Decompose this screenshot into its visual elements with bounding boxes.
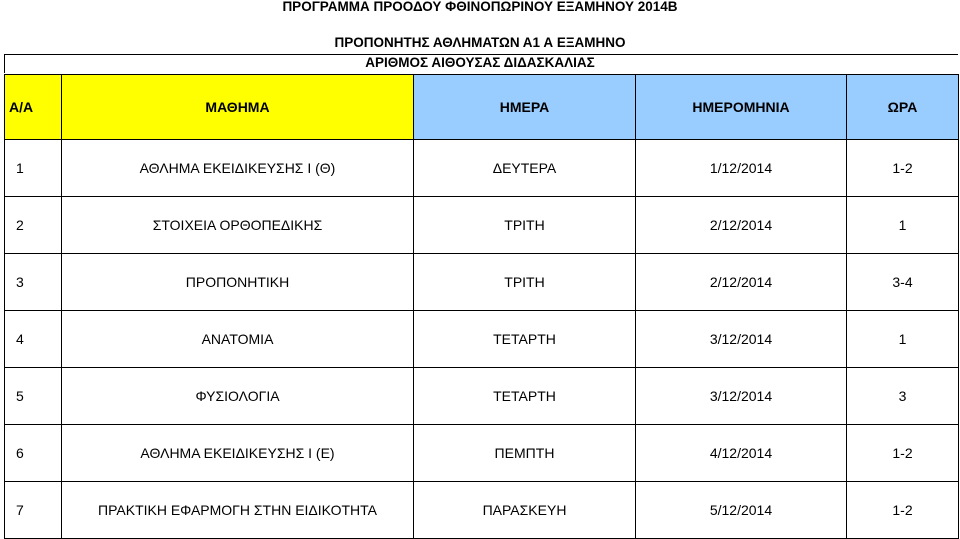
cell-date: 5/12/2014 bbox=[636, 482, 847, 539]
column-header-subject: ΜΑΘΗΜΑ bbox=[62, 75, 414, 140]
cell-aa: 3 bbox=[5, 254, 62, 311]
cell-date: 2/12/2014 bbox=[636, 254, 847, 311]
exam-schedule-table bbox=[4, 74, 959, 539]
column-header-aa: Α/Α bbox=[5, 75, 62, 140]
program-subtitle: ΠΡΟΠΟΝΗΤΗΣ ΑΘΛΗΜΑΤΩΝ Α1 Α ΕΞΑΜΗΝΟ bbox=[334, 35, 626, 50]
table-row bbox=[5, 368, 959, 425]
cell-day: ΠΕΜΠΤΗ bbox=[414, 425, 636, 482]
page-title: ΠΡΟΓΡΑΜΜΑ ΠΡΟΟΔΟΥ ΦΘΙΝΟΠΩΡΙΝΟΥ ΕΞΑΜΗΝΟΥ 2014Β bbox=[282, 0, 678, 14]
room-label: ΑΡΙΘΜΟΣ ΑΙΘΟΥΣΑΣ ΔΙΔΑΣΚΑΛΙΑΣ bbox=[365, 55, 595, 70]
cell-time: 1 bbox=[847, 311, 959, 368]
cell-aa: 7 bbox=[5, 482, 62, 539]
cell-day: ΤΡΙΤΗ bbox=[414, 197, 636, 254]
cell-time: 1-2 bbox=[847, 425, 959, 482]
cell-day: ΤΕΤΑΡΤΗ bbox=[414, 311, 636, 368]
cell-time: 1-2 bbox=[847, 482, 959, 539]
cell-subject: ΣΤΟΙΧΕΙΑ ΟΡΘΟΠΕΔΙΚΗΣ bbox=[62, 197, 414, 254]
table-row bbox=[5, 425, 959, 482]
cell-subject: ΠΡΑΚΤΙΚΗ ΕΦΑΡΜΟΓΗ ΣΤΗΝ ΕΙΔΙΚΟΤΗΤΑ bbox=[62, 482, 414, 539]
cell-time: 3-4 bbox=[847, 254, 959, 311]
cell-aa: 5 bbox=[5, 368, 62, 425]
cell-time: 3 bbox=[847, 368, 959, 425]
table-row bbox=[5, 311, 959, 368]
cell-aa: 6 bbox=[5, 425, 62, 482]
cell-subject: ΑΘΛΗΜΑ ΕΚΕΙΔΙΚΕΥΣΗΣ Ι (Θ) bbox=[62, 140, 414, 197]
column-header-date: ΗΜΕΡΟΜΗΝΙΑ bbox=[636, 75, 847, 140]
table-row bbox=[5, 140, 959, 197]
table-row bbox=[5, 197, 959, 254]
cell-aa: 2 bbox=[5, 197, 62, 254]
cell-aa: 4 bbox=[5, 311, 62, 368]
cell-subject: ΦΥΣΙΟΛΟΓΙΑ bbox=[62, 368, 414, 425]
column-header-day: ΗΜΕΡΑ bbox=[414, 75, 636, 140]
table-row bbox=[5, 482, 959, 539]
table-header-row bbox=[5, 75, 959, 140]
cell-date: 3/12/2014 bbox=[636, 311, 847, 368]
cell-day: ΔΕΥΤΕΡΑ bbox=[414, 140, 636, 197]
cell-time: 1-2 bbox=[847, 140, 959, 197]
cell-date: 2/12/2014 bbox=[636, 197, 847, 254]
column-header-time: ΩΡΑ bbox=[847, 75, 959, 140]
cell-date: 4/12/2014 bbox=[636, 425, 847, 482]
cell-subject: ΠΡΟΠΟΝΗΤΙΚΗ bbox=[62, 254, 414, 311]
cell-subject: ΑΝΑΤΟΜΙΑ bbox=[62, 311, 414, 368]
cell-aa: 1 bbox=[5, 140, 62, 197]
cell-day: ΤΡΙΤΗ bbox=[414, 254, 636, 311]
cell-day: ΤΕΤΑΡΤΗ bbox=[414, 368, 636, 425]
table-row bbox=[5, 254, 959, 311]
cell-subject: ΑΘΛΗΜΑ ΕΚΕΙΔΙΚΕΥΣΗΣ Ι (Ε) bbox=[62, 425, 414, 482]
cell-day: ΠΑΡΑΣΚΕΥΗ bbox=[414, 482, 636, 539]
cell-date: 3/12/2014 bbox=[636, 368, 847, 425]
cell-time: 1 bbox=[847, 197, 959, 254]
cell-date: 1/12/2014 bbox=[636, 140, 847, 197]
